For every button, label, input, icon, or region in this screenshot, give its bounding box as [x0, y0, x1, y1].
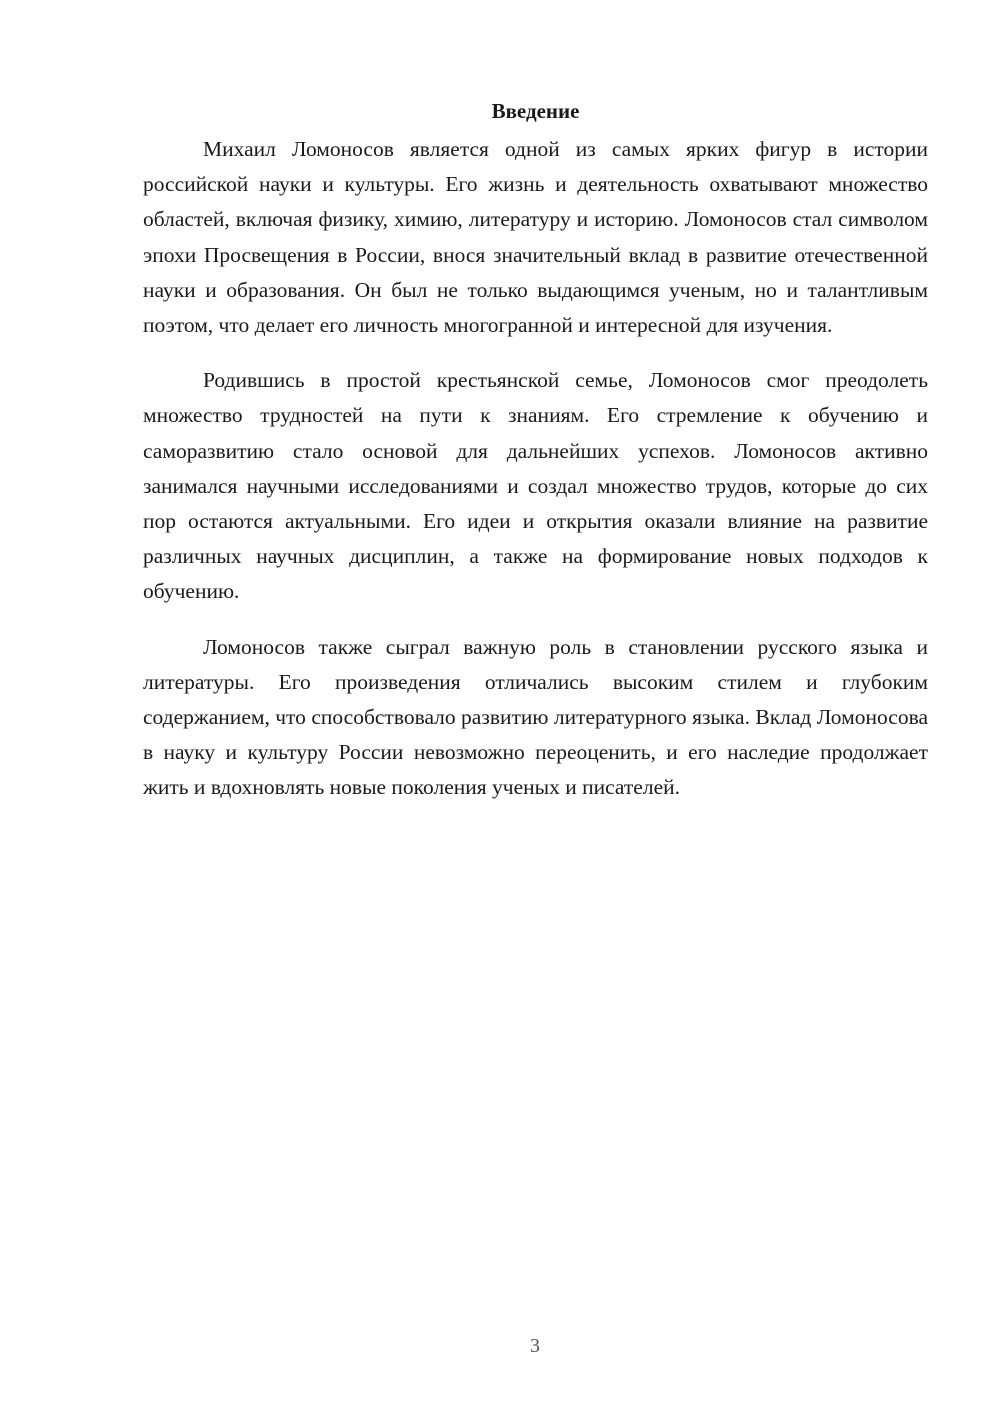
paragraph-3: Ломоносов также сыграл важную роль в становлении русского языка и литературы. Его произведения отличались высоким стилем и глубоким содержанием, что способствовало развитию литературного языка. Вклад Ломоносова в науку и культуру России невозможно переоценить, и его наследие продолжает жить и вдохновлять новые поколения ученых и писателей. — [143, 634, 928, 800]
page-number: 3 — [530, 1335, 540, 1357]
paragraph-1: Михаил Ломоносов является одной из самых ярких фигур в истории российской науки и культуры. Его жизнь и деятельность охватывают множество областей, включая физику, химию, литературу и историю. Ломоносов стал символом эпохи Просвещения в России, внося значительный вклад в развитие отечественной науки и образования. Он был не только выдающимся ученым, но и талантливым поэтом, что делает его личность многогранной и интересной для изучения. — [143, 137, 928, 338]
paragraph-2: Родившись в простой крестьянской семье, Ломоносов смог преодолеть множество трудностей на пути к знаниям. Его стремление к обучению и саморазвитию стало основой для дальнейших успехов. Ломоносов активно занимался научными исследованиями и создал множество трудов, которые до сих пор остаются актуальными. Его идеи и открытия оказали влияние на развитие различных научных дисциплин, а также на формирование новых подходов к обучению. — [143, 368, 928, 604]
page-content — [143, 96, 928, 826]
section-heading: Введение — [491, 99, 580, 123]
